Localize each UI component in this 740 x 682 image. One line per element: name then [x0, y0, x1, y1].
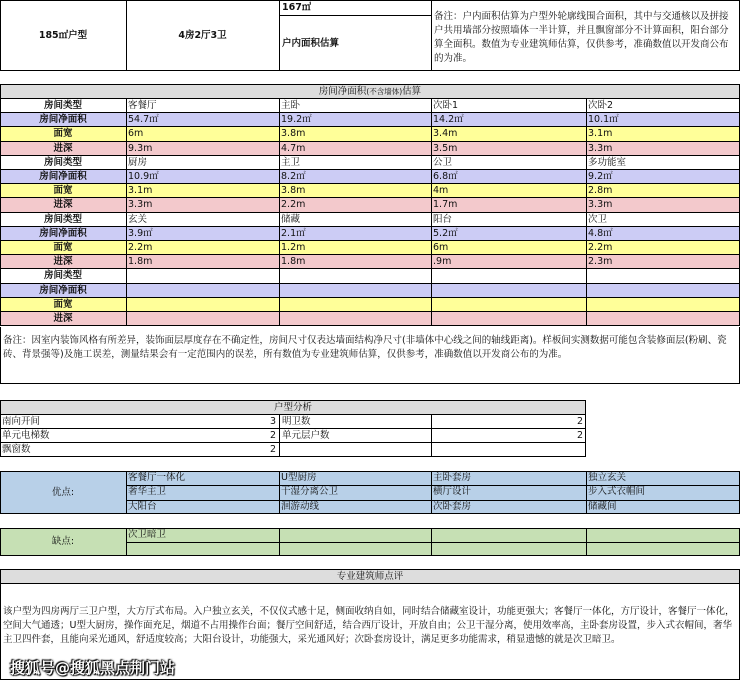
cell-divider — [586, 528, 587, 542]
rooms-cell: 2.2m — [128, 242, 153, 253]
cell-divider — [431, 528, 432, 542]
row-divider — [126, 542, 740, 543]
rooms-cell: 2.8m — [588, 185, 613, 197]
cell-divider — [586, 312, 587, 326]
cell-divider — [279, 443, 280, 457]
cell-divider — [279, 241, 280, 255]
cell-divider — [279, 113, 280, 127]
rooms-cell: 3.9㎡ — [128, 227, 153, 239]
cell-divider — [126, 113, 127, 127]
rooms-cell: .9m — [433, 256, 452, 268]
pros-item: 主卧套房 — [433, 472, 472, 483]
rooms-note: 备注：因室内装饰风格有所差异，装饰面层厚度存在不确定性，房间尺寸仅表达墙面结构净尺寸(非墙体中心线之间的轴线距离)。样板间实测数据可能包含装修面层(粉刷、瓷砖、背景强等)及施工误差，测量结果会有一定范围内的误差，所有数值为专业建筑师估算，仅供参考，准确数值以开发商公布的为准。 — [3, 335, 727, 360]
cell-divider — [126, 471, 127, 514]
area-label: 户内面积估算 — [282, 38, 340, 49]
rooms-cell: 54.7㎡ — [128, 114, 159, 126]
pros-item: 大阳台 — [128, 500, 157, 512]
cell-divider — [279, 227, 280, 241]
rooms-cell: 4m — [433, 185, 449, 197]
row-label: 进深 — [53, 313, 73, 324]
rooms-cell: 6.8㎡ — [433, 171, 458, 182]
cell-divider — [431, 415, 432, 429]
cell-divider — [126, 198, 127, 212]
rooms-cell: 3.4m — [433, 128, 458, 140]
row-label: 面宽 — [53, 242, 73, 253]
row-label: 面宽 — [53, 185, 73, 197]
cell-divider — [586, 471, 587, 485]
review-title: 专业建筑师点评 — [336, 571, 404, 582]
cell-divider — [279, 156, 280, 170]
rooms-cell: 公卫 — [433, 156, 453, 168]
rooms-cell: 3.8m — [281, 128, 306, 140]
pros-item: 干湿分离公卫 — [281, 486, 339, 498]
rooms-title-small: (不含墙体) — [366, 87, 403, 96]
pros-item: 奢华主卫 — [128, 486, 167, 498]
cell-divider — [279, 485, 280, 499]
rooms-cell: 次卧1 — [433, 100, 459, 111]
analysis-label: 飘窗数 — [2, 444, 31, 455]
cell-divider — [126, 170, 127, 184]
rooms-cell: 9.3m — [128, 142, 153, 154]
rooms-cell: 1.2m — [281, 242, 306, 253]
pros-label: 优点: — [51, 487, 75, 498]
analysis-value: 3 — [269, 416, 276, 427]
pros-item: 客餐厅一体化 — [128, 472, 186, 483]
cell-divider — [279, 284, 280, 298]
cell-divider — [586, 213, 587, 227]
rooms-cell: 主卫 — [281, 156, 301, 168]
cell-divider — [586, 113, 587, 127]
rooms-cell: 2.2m — [588, 242, 613, 253]
cell-divider — [431, 227, 432, 241]
row-label: 面宽 — [53, 298, 73, 310]
cell-divider — [586, 298, 587, 312]
analysis-label: 明卫数 — [282, 416, 311, 427]
cons-item: 次卫暗卫 — [128, 529, 167, 540]
analysis-label: 单元层户数 — [282, 430, 330, 441]
analysis-value: 2 — [576, 430, 583, 441]
review-text: 该户型为四房两厅三卫户型，大方厅式布局。入户独立玄关，不仅仪式感十足，侧面收纳自如，同时结合储藏室设计，功能更强大；客餐厅一体化，方厅设计，客餐厅一体化，空间大气通透；U型大厨房，操作面充足，烟道不占用操作台面；餐厅空间舒适，结合西厅设计，开放自由；公卫干湿分离，使用效率高，主卧套房设置，步入式衣帽间，奢华主卫四件套，且能向采光通风，舒适度较高；大阳台设计，功能强大，采光通风好；次卧套房设计，满足更多功能需求，稍显遗憾的就是次卫暗卫。 — [3, 606, 735, 645]
cell-divider — [586, 500, 587, 514]
cell-divider — [279, 170, 280, 184]
cell-divider — [279, 542, 280, 556]
cell-divider — [431, 99, 432, 113]
cell-divider — [279, 429, 280, 443]
cell-divider — [431, 241, 432, 255]
rooms-cell: 14.2㎡ — [433, 114, 464, 126]
row-label: 面宽 — [53, 128, 73, 140]
cell-divider — [431, 443, 432, 457]
cell-divider — [586, 170, 587, 184]
cell-divider — [431, 471, 432, 485]
cell-divider — [431, 255, 432, 269]
cell-divider — [586, 156, 587, 170]
rooms-cell: 多功能室 — [588, 156, 627, 168]
cell-divider — [431, 284, 432, 298]
cell-divider — [586, 99, 587, 113]
analysis-label: 南向开间 — [2, 416, 41, 427]
unit-type: 185㎡户型 — [38, 30, 88, 41]
analysis-value: 2 — [269, 444, 276, 455]
cell-divider — [431, 298, 432, 312]
analysis-label: 单元电梯数 — [2, 430, 50, 441]
row-label: 房间净面积 — [39, 227, 87, 239]
cell-divider — [586, 241, 587, 255]
rooms-cell: 2.1㎡ — [281, 227, 306, 239]
cell-divider — [586, 127, 587, 141]
cell-divider — [431, 485, 432, 499]
rooms-cell: 2.2m — [281, 199, 306, 211]
area-note: 备注：户内面积估算为户型外轮廓线围合面积，其中与交通核以及拼接户共用墙部分按照墙体一半计算，并且飘窗部分不计算面积，阳台部分算全面积。数值为专业建筑师估算，仅供参考，准确数值以开发商公布的为准。 — [434, 11, 729, 64]
rooms-cell: 3.3m — [588, 142, 613, 154]
rooms-cell: 次卧2 — [588, 100, 614, 111]
cell-divider — [431, 142, 432, 156]
cell-divider — [431, 213, 432, 227]
row-label: 进深 — [53, 142, 73, 154]
cell-divider — [126, 213, 127, 227]
pros-item: 独立玄关 — [588, 472, 627, 483]
rooms-title — [0, 85, 740, 98]
rooms-cell: 阳台 — [433, 213, 453, 225]
pros-item: 横厅设计 — [433, 486, 472, 498]
cell-divider — [431, 113, 432, 127]
cell-divider — [586, 542, 587, 556]
cell-divider — [126, 312, 127, 326]
cons-label: 缺点: — [51, 536, 75, 547]
cell-divider — [279, 298, 280, 312]
cell-divider — [279, 528, 280, 542]
pros-item: 步入式衣帽间 — [588, 486, 646, 498]
cell-divider — [279, 127, 280, 141]
rooms-cell: 9.2㎡ — [588, 171, 613, 182]
cell-divider — [279, 471, 280, 485]
row-label: 房间类型 — [43, 213, 82, 225]
cell-divider — [586, 255, 587, 269]
cell-divider — [431, 127, 432, 141]
cell-divider — [126, 241, 127, 255]
cell-divider — [279, 99, 280, 113]
cell-divider — [431, 429, 432, 443]
row-label: 进深 — [53, 256, 73, 268]
analysis-title: 户型分析 — [273, 402, 312, 413]
cell-divider — [279, 184, 280, 198]
row-label: 房间净面积 — [39, 114, 87, 126]
rooms-cell: 4.7m — [281, 142, 306, 154]
row-label: 房间类型 — [43, 270, 82, 282]
rooms-title-suffix: 估算 — [402, 86, 422, 97]
cell-divider — [279, 198, 280, 212]
cell-divider — [279, 213, 280, 227]
cell-divider — [279, 415, 280, 429]
rooms-cell: 6m — [128, 128, 144, 140]
rooms-cell: 主卧 — [281, 100, 301, 111]
cell-divider — [279, 142, 280, 156]
cell-divider — [126, 142, 127, 156]
cell-divider — [431, 312, 432, 326]
cell-divider — [586, 485, 587, 499]
cell-divider — [279, 269, 280, 283]
rooms-cell: 10.9㎡ — [128, 171, 159, 182]
cell-divider — [586, 142, 587, 156]
cell-divider — [126, 255, 127, 269]
cell-divider — [279, 500, 280, 514]
rooms-cell: 3.5m — [433, 142, 458, 154]
rooms-cell: 4.8㎡ — [588, 227, 613, 239]
cell-divider — [586, 184, 587, 198]
rooms-cell: 10.1㎡ — [588, 114, 619, 126]
rooms-cell: 厨房 — [128, 156, 148, 168]
rooms-cell: 3.1m — [128, 185, 153, 197]
rooms-cell: 8.2㎡ — [281, 171, 306, 182]
rooms-cell: 1.7m — [433, 199, 458, 211]
row-label: 进深 — [53, 199, 73, 211]
rooms-cell: 5.2㎡ — [433, 227, 458, 239]
cell-divider — [586, 227, 587, 241]
pros-item: 次卧套房 — [433, 500, 472, 512]
pros-item: 洄游动线 — [281, 500, 320, 512]
rooms-cell: 玄关 — [128, 213, 148, 225]
row-label: 房间类型 — [43, 100, 82, 111]
cell-divider — [431, 500, 432, 514]
rooms-cell: 2.3m — [588, 256, 613, 268]
analysis-value: 2 — [269, 430, 276, 441]
rooms-cell: 客餐厅 — [128, 100, 157, 111]
rooms-cell: 1.8m — [128, 256, 153, 268]
cell-divider — [431, 198, 432, 212]
rooms-cell: 19.2㎡ — [281, 114, 312, 126]
cell-divider — [126, 184, 127, 198]
cell-divider — [431, 269, 432, 283]
cell-divider — [126, 284, 127, 298]
cell-divider — [126, 99, 127, 113]
cell-divider — [279, 255, 280, 269]
analysis-value: 2 — [576, 416, 583, 427]
rooms-title-main: 房间净面积 — [318, 86, 367, 97]
rooms-cell: 储藏 — [281, 213, 301, 225]
area-value: 167㎡ — [282, 2, 312, 13]
rooms-cell: 3.8m — [281, 185, 306, 197]
cell-divider — [586, 284, 587, 298]
cell-divider — [126, 156, 127, 170]
watermark: 搜狐号@搜狐黑点荆门站 — [10, 659, 176, 677]
rooms-cell: 次卫 — [588, 213, 608, 225]
rooms-cell: 6m — [433, 242, 449, 253]
cell-divider — [126, 227, 127, 241]
pros-item: 储藏间 — [588, 500, 617, 512]
cell-divider — [126, 127, 127, 141]
pros-item: U型厨房 — [281, 472, 317, 483]
cell-divider — [126, 298, 127, 312]
cell-divider — [279, 312, 280, 326]
row-label: 房间净面积 — [39, 284, 87, 296]
layout-type: 4房2厅3卫 — [178, 30, 227, 41]
cell-divider — [431, 542, 432, 556]
cell-divider — [126, 269, 127, 283]
cell-divider — [586, 269, 587, 283]
rooms-cell: 1.8m — [281, 256, 306, 268]
rooms-cell: 3.3m — [588, 199, 613, 211]
cell-divider — [431, 156, 432, 170]
row-label: 房间类型 — [43, 156, 82, 168]
rooms-cell: 3.3m — [128, 199, 153, 211]
cell-divider — [431, 170, 432, 184]
cell-divider — [431, 184, 432, 198]
rooms-cell: 3.1m — [588, 128, 613, 140]
row-label: 房间净面积 — [39, 171, 87, 182]
cell-divider — [586, 198, 587, 212]
